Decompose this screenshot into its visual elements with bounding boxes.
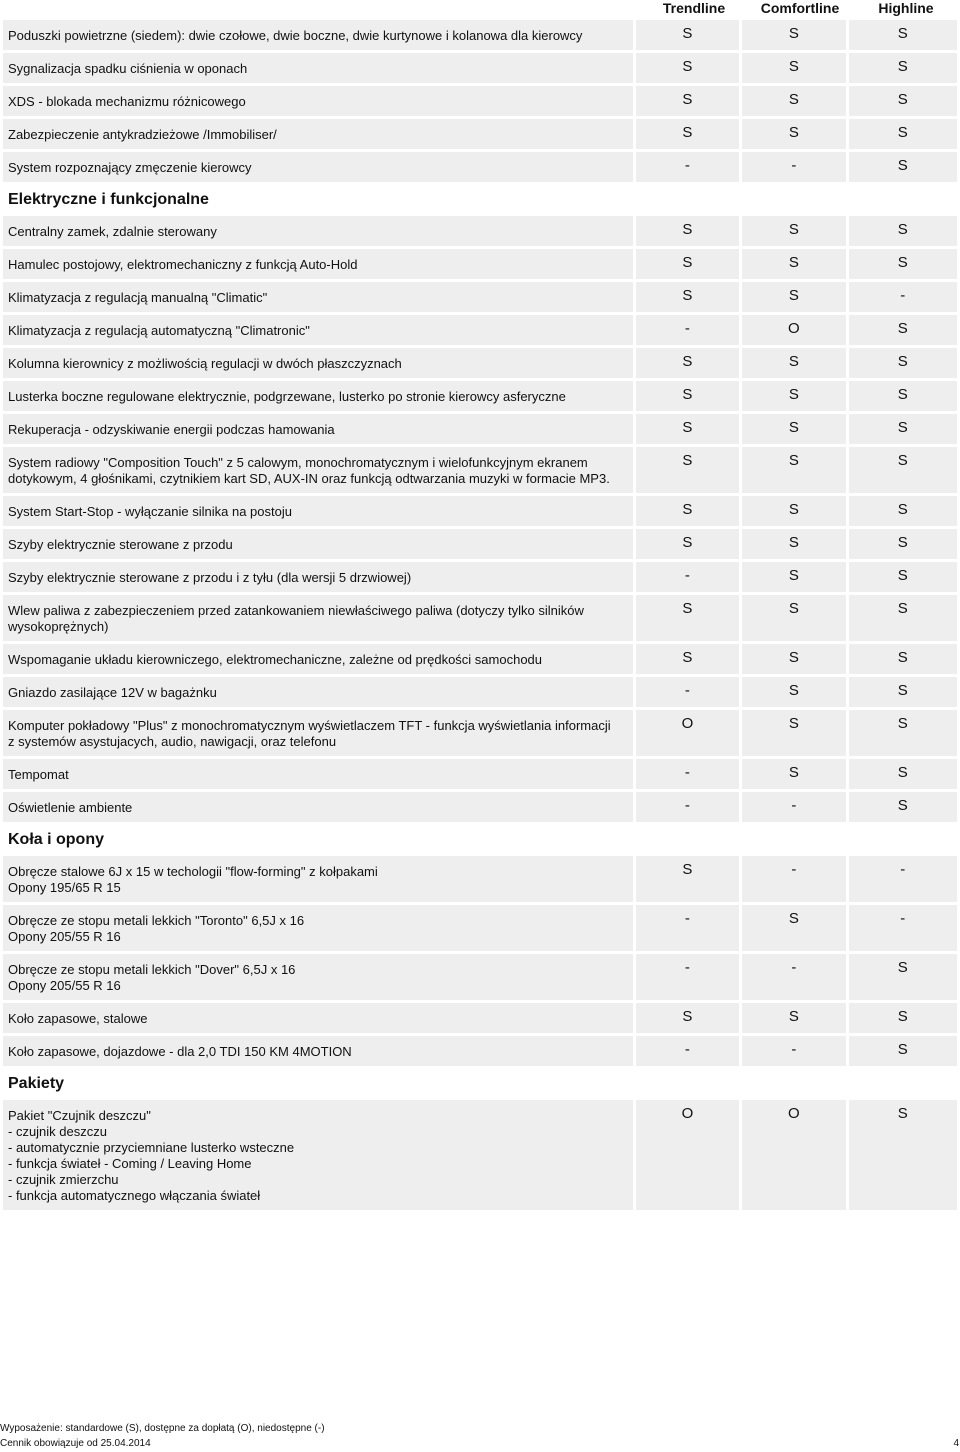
comfortline-value: S [742,677,845,707]
highline-value: S [849,86,957,116]
trendline-value: S [636,856,739,902]
trendline-value: S [636,447,739,493]
feature-description: Centralny zamek, zdalnie sterowany [3,216,633,246]
feature-description: System rozpoznający zmęczenie kierowcy [3,152,633,182]
comfortline-value: S [742,20,845,50]
trendline-value: - [636,315,739,345]
table-row [3,249,957,279]
comfortline-value: S [742,759,845,789]
trendline-value: - [636,562,739,592]
trendline-value: S [636,249,739,279]
highline-value: S [849,792,957,822]
highline-value: S [849,644,957,674]
feature-description: Tempomat [3,759,633,789]
highline-value: S [849,759,957,789]
comfortline-value: S [742,282,845,312]
feature-description: Koło zapasowe, dojazdowe - dla 2,0 TDI 150 KM 4MOTION [3,1036,633,1066]
highline-value: S [849,562,957,592]
highline-value: S [849,677,957,707]
trendline-value: S [636,496,739,526]
column-header-highline: Highline [878,0,934,16]
comfortline-value: S [742,447,845,493]
trendline-value: - [636,759,739,789]
column-header-trendline: Trendline [662,0,726,16]
table-row [3,1036,957,1066]
highline-value: S [849,348,957,378]
trendline-value: S [636,86,739,116]
feature-description: Szyby elektrycznie sterowane z przodu [3,529,633,559]
comfortline-value: S [742,414,845,444]
feature-description: Wspomaganie układu kierowniczego, elektromechaniczne, zależne od prędkości samochodu [3,644,633,674]
highline-value: S [849,496,957,526]
highline-value: S [849,315,957,345]
feature-description: Sygnalizacja spadku ciśnienia w oponach [3,53,633,83]
table-row [3,496,957,526]
trendline-value: - [636,905,739,951]
table-row [3,348,957,378]
table-row [3,644,957,674]
comfortline-value: S [742,562,845,592]
trendline-value: S [636,595,739,641]
table-row [3,677,957,707]
table-row [3,381,957,411]
table-row [3,759,957,789]
column-header-comfortline: Comfortline [760,0,840,16]
comfortline-value: O [742,315,845,345]
highline-value: S [849,20,957,50]
table-row [3,1100,957,1210]
table-row [3,216,957,246]
comfortline-value: O [742,1100,845,1210]
page-number: 4 [953,1438,959,1449]
highline-value: S [849,381,957,411]
comfortline-value: S [742,348,845,378]
highline-value: - [849,905,957,951]
table-row [3,562,957,592]
trendline-value: - [636,954,739,1000]
table-row [3,119,957,149]
trendline-value: - [636,152,739,182]
feature-description: XDS - blokada mechanizmu różnicowego [3,86,633,116]
table-row [3,20,957,50]
feature-description: Obręcze ze stopu metali lekkich "Toronto" 6,5J x 16 Opony 205/55 R 16 [3,905,633,951]
feature-description: Koło zapasowe, stalowe [3,1003,633,1033]
table-row [3,1003,957,1033]
feature-description: Hamulec postojowy, elektromechaniczny z funkcją Auto-Hold [3,249,633,279]
highline-value: S [849,710,957,756]
feature-description: Lusterka boczne regulowane elektrycznie, podgrzewane, lusterko po stronie kierowcy asferyczne [3,381,633,411]
highline-value: S [849,152,957,182]
trendline-value: - [636,677,739,707]
table-row [3,856,957,902]
comfortline-value: S [742,381,845,411]
trendline-value: O [636,1100,739,1210]
price-list-date: Cennik obowiązuje od 25.04.2014 [0,1438,151,1449]
comfortline-value: S [742,595,845,641]
feature-description: Wlew paliwa z zabezpieczeniem przed zatankowaniem niewłaściwego paliwa (dotyczy tylko silników wysokoprężnych) [3,595,633,641]
feature-description: Oświetlenie ambiente [3,792,633,822]
trendline-value: - [636,792,739,822]
comfortline-value: S [742,216,845,246]
comfortline-value: - [742,954,845,1000]
highline-value: S [849,414,957,444]
highline-value: S [849,529,957,559]
highline-value: S [849,1003,957,1033]
feature-description: Pakiet "Czujnik deszczu" - czujnik deszczu - automatycznie przyciemniane lusterko wsteczne - funkcja świateł - Coming / Leaving Home - czujnik zmierzchu - funkcja automatycznego włączania świateł [3,1100,633,1210]
highline-value: S [849,954,957,1000]
table-row [3,86,957,116]
comfortline-value: - [742,1036,845,1066]
comfortline-value: S [742,529,845,559]
table-row [3,595,957,641]
feature-description: Obręcze ze stopu metali lekkich "Dover" 6,5J x 16 Opony 205/55 R 16 [3,954,633,1000]
trendline-value: S [636,282,739,312]
trendline-value: S [636,381,739,411]
table-row [3,315,957,345]
trendline-value: S [636,529,739,559]
comfortline-value: S [742,905,845,951]
table-row [3,905,957,951]
comfortline-value: S [742,249,845,279]
feature-description: Rekuperacja - odzyskiwanie energii podczas hamowania [3,414,633,444]
comfortline-value: - [742,792,845,822]
section-heading: Koła i opony [8,831,104,848]
highline-value: S [849,249,957,279]
comfortline-value: S [742,1003,845,1033]
highline-value: S [849,447,957,493]
highline-value: - [849,282,957,312]
trendline-value: S [636,348,739,378]
section-heading: Pakiety [8,1075,65,1092]
trendline-value: - [636,1036,739,1066]
feature-description: Klimatyzacja z regulacją manualną "Climatic" [3,282,633,312]
equipment-table [3,20,957,1213]
highline-value: S [849,1036,957,1066]
highline-value: - [849,856,957,902]
highline-value: S [849,1100,957,1210]
feature-description: Szyby elektrycznie sterowane z przodu i z tyłu (dla wersji 5 drzwiowej) [3,562,633,592]
feature-description: System radiowy "Composition Touch" z 5 calowym, monochromatycznym i wielofunkcyjnym ekranem dotykowym, 4 głośnikami, czytnikiem kart SD, AUX-IN oraz funkcją odtwarzania muzyki w formacie MP3. [3,447,633,493]
section-heading: Elektryczne i funkcjonalne [8,191,209,208]
trendline-value: S [636,414,739,444]
table-row [3,710,957,756]
table-row [3,414,957,444]
legend-note: Wyposażenie: standardowe (S), dostępne za dopłatą (O), niedostępne (-) [0,1423,325,1434]
trendline-value: O [636,710,739,756]
comfortline-value: - [742,856,845,902]
comfortline-value: S [742,496,845,526]
trendline-value: S [636,119,739,149]
highline-value: S [849,595,957,641]
table-row [3,792,957,822]
table-row [3,53,957,83]
feature-description: Gniazdo zasilające 12V w bagażnku [3,677,633,707]
highline-value: S [849,216,957,246]
table-row [3,447,957,493]
feature-description: Komputer pokładowy "Plus" z monochromatycznym wyświetlaczem TFT - funkcja wyświetlania informacji z systemów asystujacych, audio, nawigacji, oraz telefonu [3,710,633,756]
feature-description: Kolumna kierownicy z możliwością regulacji w dwóch płaszczyznach [3,348,633,378]
comfortline-value: S [742,53,845,83]
comfortline-value: S [742,119,845,149]
feature-description: Klimatyzacja z regulacją automatyczną "Climatronic" [3,315,633,345]
highline-value: S [849,119,957,149]
trendline-value: S [636,216,739,246]
table-row [3,529,957,559]
highline-value: S [849,53,957,83]
trendline-value: S [636,53,739,83]
table-row [3,954,957,1000]
comfortline-value: - [742,152,845,182]
table-row [3,282,957,312]
table-row [3,152,957,182]
feature-description: System Start-Stop - wyłączanie silnika na postoju [3,496,633,526]
comfortline-value: S [742,86,845,116]
trendline-value: S [636,644,739,674]
trendline-value: S [636,1003,739,1033]
feature-description: Zabezpieczenie antykradzieżowe /Immobiliser/ [3,119,633,149]
comfortline-value: S [742,644,845,674]
trendline-value: S [636,20,739,50]
feature-description: Poduszki powietrzne (siedem): dwie czołowe, dwie boczne, dwie kurtynowe i kolanowa dla kierowcy [3,20,633,50]
feature-description: Obręcze stalowe 6J x 15 w techologii "flow-forming" z kołpakami Opony 195/65 R 15 [3,856,633,902]
comfortline-value: S [742,710,845,756]
